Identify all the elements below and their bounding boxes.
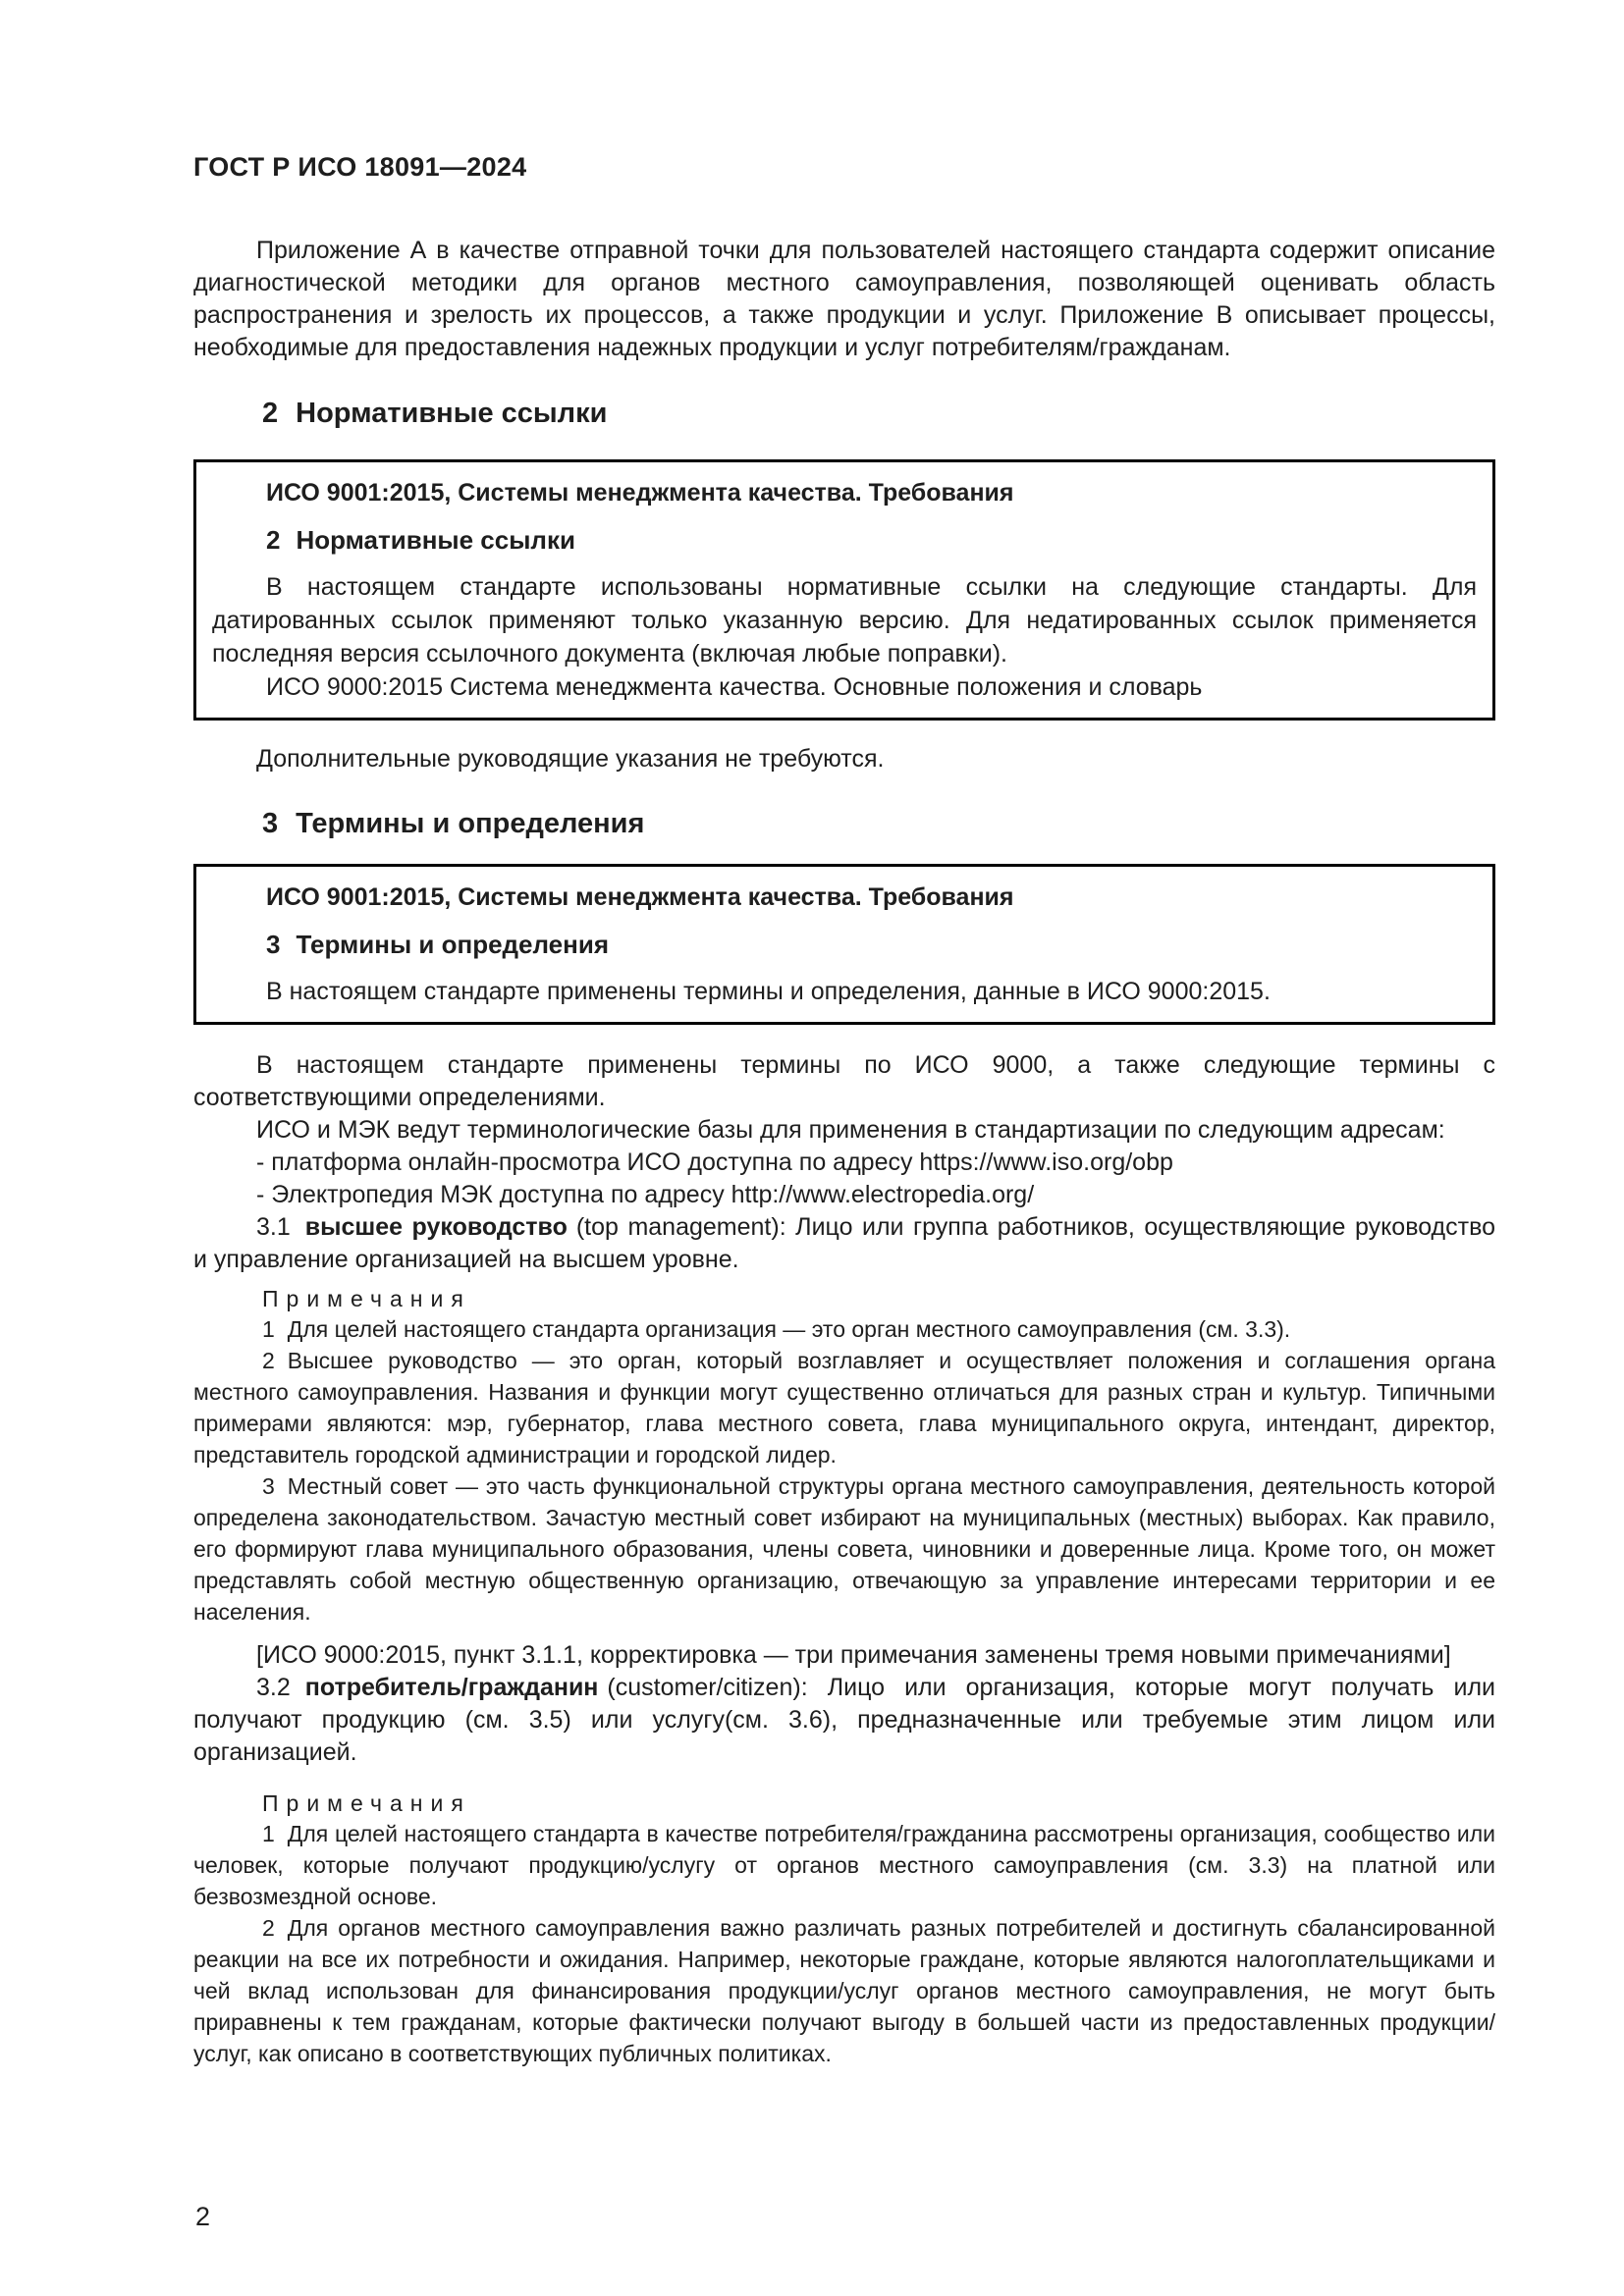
terminology-databases-paragraph: ИСО и МЭК ведут терминологические базы для применения в стандартизации по следующим адресам: <box>256 1116 1445 1144</box>
section-2-heading <box>193 397 1495 430</box>
note-text: Для органов местного самоуправления важно различать разных потребителей и достигнуть сбалансированной реакции на все их потребности и ожидания. Например, некоторые граждане, которые являются налогоплательщиками и чей вклад использован для финансирования продукции/услуг органов местного самоуправления, не могут быть приравнены к тем гражданам, которые фактически получают выгоду в большей части из предоставленных продукции/услуг, как описано в соответствующих публичных политиках. <box>193 1915 1495 2066</box>
quote-source-title: ИСО 9001:2015, Системы менеджмента качества. Требования <box>266 479 1014 507</box>
term-3-1-number: 3.1 <box>256 1213 291 1241</box>
quote-section-number: 3 <box>266 930 281 959</box>
section-2-title: Нормативные ссылки <box>296 398 608 429</box>
notes-label: Примечания <box>262 1286 471 1311</box>
note-number: 1 <box>262 1316 275 1342</box>
quote-source-title: ИСО 9001:2015, Системы менеджмента качества. Требования <box>266 883 1014 911</box>
note-text: Высшее руководство — это орган, который возглавляет и осуществляет положения и соглашения органа местного самоуправления. Названия и функции могут существенно отличаться для разных стран и культур. Типичными примерами являются: мэр, губернатор, глава местного совета, глава муниципального округа, интендант, директор, представитель городской администрации и городской лидер. <box>193 1348 1495 1468</box>
quote-reference-line: ИСО 9000:2015 Система менеджмента качества. Основные положения и словарь <box>266 673 1203 701</box>
page-content <box>193 152 1495 2069</box>
terms-intro-paragraph: В настоящем стандарте применены термины по ИСО 9000, а также следующие термины с соответствующими определениями. <box>193 1051 1495 1111</box>
quote-section-title: Термины и определения <box>296 930 609 959</box>
source-citation-3-1: [ИСО 9000:2015, пункт 3.1.1, корректировка — три примечания заменены тремя новыми примечаниями] <box>256 1641 1451 1669</box>
iec-electropedia-address-line: - Электропедия МЭК доступна по адресу http://www.electropedia.org/ <box>256 1181 1035 1208</box>
note-number: 2 <box>262 1348 275 1373</box>
note-item <box>193 1470 1495 1628</box>
section-3-heading <box>193 807 1495 840</box>
quote-section-number: 2 <box>266 525 281 555</box>
running-header: ГОСТ Р ИСО 18091—2024 <box>193 152 527 182</box>
quote-paragraph: В настоящем стандарте использованы нормативные ссылки на следующие стандарты. Для датированных ссылок применяют только указанную версию. Для недатированных ссылок применяется последняя версия ссылочного документа (включая любые поправки). <box>212 573 1477 667</box>
quote-section-heading <box>212 525 1477 555</box>
note-number: 2 <box>262 1915 275 1941</box>
note-number: 3 <box>262 1473 275 1499</box>
note-text: Местный совет — это часть функциональной структуры органа местного самоуправления, деятельность которой определена законодательством. Зачастую местный совет избирают на муниципальных (местных) выборах. Как правило, его формируют глава муниципального образования, члены совета, чиновники и доверенные лица. Кроме того, он может представлять собой местную общественную организацию, отвечающую за управление интересами территории и ее населения. <box>193 1473 1495 1625</box>
note-item <box>193 1345 1495 1470</box>
section-3-number: 3 <box>262 808 279 839</box>
section-3-title: Термины и определения <box>296 808 645 839</box>
section-2-number: 2 <box>262 398 279 429</box>
iso-9001-quote-box-section-3 <box>193 864 1495 1025</box>
iso-9001-quote-box-section-2 <box>193 459 1495 721</box>
term-3-2-paragraph <box>193 1672 1495 1769</box>
notes-block-3-2 <box>193 1789 1495 2069</box>
quote-paragraph: В настоящем стандарте применены термины и определения, данные в ИСО 9000:2015. <box>266 978 1271 1005</box>
note-item <box>193 1912 1495 2069</box>
term-3-1-paragraph <box>193 1211 1495 1276</box>
term-3-1-name: высшее руководство <box>304 1213 568 1241</box>
notes-label: Примечания <box>262 1790 471 1816</box>
term-3-2-name: потребитель/гражданин <box>304 1674 599 1701</box>
quote-section-heading <box>212 930 1477 959</box>
term-3-2-definition: (customer/citizen): Лицо или организация, которые могут получать или получают продукцию (см. 3.5) или услугу(см. 3.6), предназначенные или требуемые этим лицом или организацией. <box>193 1674 1495 1766</box>
term-3-2-number: 3.2 <box>256 1674 291 1701</box>
note-item <box>193 1313 1495 1345</box>
note-text: Для целей настоящего стандарта организация — это орган местного самоуправления (см. 3.3). <box>287 1316 1291 1342</box>
notes-block-3-1 <box>193 1284 1495 1628</box>
quote-section-title: Нормативные ссылки <box>296 525 575 555</box>
intro-paragraph: Приложение А в качестве отправной точки для пользователей настоящего стандарта содержит описание диагностической методики для органов местного самоуправления, позволяющей оценивать область распространения и зрелость их процессов, а также продукции и услуг. Приложение В описывает процессы, необходимые для предоставления надежных продукции и услуг потребителям/гражданам. <box>193 237 1495 361</box>
note-number: 1 <box>262 1821 275 1846</box>
note-text: Для целей настоящего стандарта в качестве потребителя/гражданина рассмотрены организация, сообщество или человек, которые получают продукцию/услугу от органов местного самоуправления (см. 3.3) на платной или безвозмездной основе. <box>193 1821 1495 1909</box>
note-item <box>193 1818 1495 1912</box>
iso-obp-address-line: - платформа онлайн-просмотра ИСО доступна по адресу https://www.iso.org/obp <box>256 1148 1173 1176</box>
page-number: 2 <box>195 2202 211 2231</box>
term-3-1-definition: (top management): Лицо или группа работников, осуществляющие руководство и управление организацией на высшем уровне. <box>193 1213 1495 1273</box>
guidance-note-paragraph: Дополнительные руководящие указания не требуются. <box>256 745 885 773</box>
